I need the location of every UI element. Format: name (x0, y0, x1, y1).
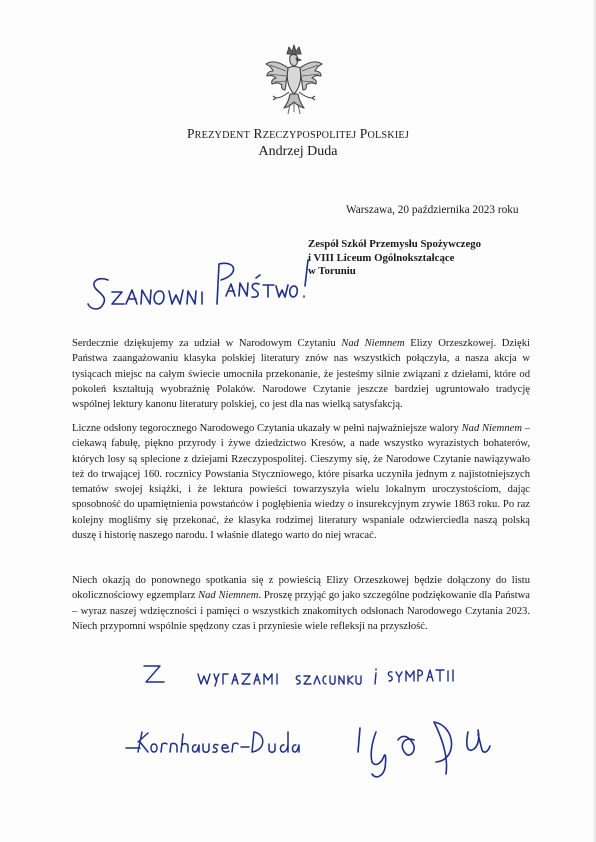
book-title: Nad Niemnem (341, 338, 405, 349)
addressee-block (308, 238, 548, 279)
book-title: Nad Niemnem (198, 590, 259, 602)
paragraph-text: Elizy Orzeszkowej. Dzięki Państwa zaangażowaniu klasyka polskiej literatury znów nas wszystkich połączyła, a nasza akcja w tysiącach miejsc na całym świecie umocniła przekonanie, że jesteśmy silnie związani z dziełami, które od pokoleń kształtują wyobraźnię Polaków. Narodowe Czytanie jeszcze bardziej ugruntowało tradycję wspólnej lektury kanonu literatury polskiej, co jest dla nas wielką satysfakcją. (72, 338, 530, 410)
president-name: Andrzej Duda (258, 144, 338, 159)
paragraph-text: Liczne odsłony tegorocznego Narodowego Czytania ukazały w pełni najważniejsze walory (72, 423, 462, 434)
polish-eagle-emblem-icon (262, 44, 326, 120)
addressee-line: i VIII Liceum Ogólnokształcące (308, 251, 455, 264)
paragraph-text: Serdecznie dziękujemy za udział w Narodowym Czytaniu (72, 338, 342, 349)
signature-president (352, 712, 502, 784)
office-title-initial: R (253, 126, 263, 141)
office-title-part: ZECZYPOSPOLITEJ (262, 130, 357, 141)
office-title-initial: P (186, 126, 195, 141)
office-title (0, 126, 596, 142)
office-title-part: REZYDENT (194, 130, 251, 141)
handwritten-closing (140, 660, 460, 690)
paragraph-3 (72, 573, 530, 634)
paragraph-text: – ciekawą fabułę, piękno przyrody i żywe dziedzictwo Kresów, a nade wszystko wyrazistych bohaterów, których losy są splecione z dziejami Rzeczypospolitej. Cieszymy się, że Narodowe Czytanie nawiązywało też do trwającej 160. rocznicy Powstania Styczniowego, które pisarka uczyniła jednym z najistotniejszych tematów swojej książki, i że lektura powieści towarzyszyła wielu lokalnym uroczystościom, dając sposobność do upamiętnienia powstańców i pogłębienia wiedzy o insurekcyjnym zrywie 1863 roku. Po raz kolejny mogliśmy się przekonać, że klasyka rodzimej literatury wspaniale odzwierciedla naszą polską duszę i historię naszego narodu. I właśnie dlatego warto do niej wracać. (72, 423, 530, 541)
handwritten-greeting (86, 256, 316, 328)
paragraph-text: Niech okazją do ponownego spotkania się z powieścią Elizy Orzeszkowej będzie dołączony do listu okolicznościowy egzemplarz (72, 575, 530, 602)
book-title: Nad Niemnem (461, 423, 522, 434)
office-title-initial: P (359, 126, 368, 141)
letter-date: Warszawa, 20 października 2023 roku (346, 204, 519, 216)
paragraph-text: . Proszę przyjąć go jako szczególne podziękowanie dla Państwa – wyraz naszej wdzięczności i pamięci o wszystkich znakomitych odsłonach Narodowego Czytania 2023. Niech przypomni wspólnie spędzony czas i przyniesie wiele refleksji na przyszłość. (72, 590, 530, 632)
office-title-part: OLSKIEJ (367, 130, 410, 141)
signature-kornhauser-duda (124, 728, 300, 758)
addressee-line: w Toruniu (308, 265, 356, 278)
paragraph-1 (72, 336, 530, 412)
addressee-line: Zespół Szkół Przemysłu Spożywczego (308, 238, 482, 250)
paragraph-2 (72, 421, 530, 543)
